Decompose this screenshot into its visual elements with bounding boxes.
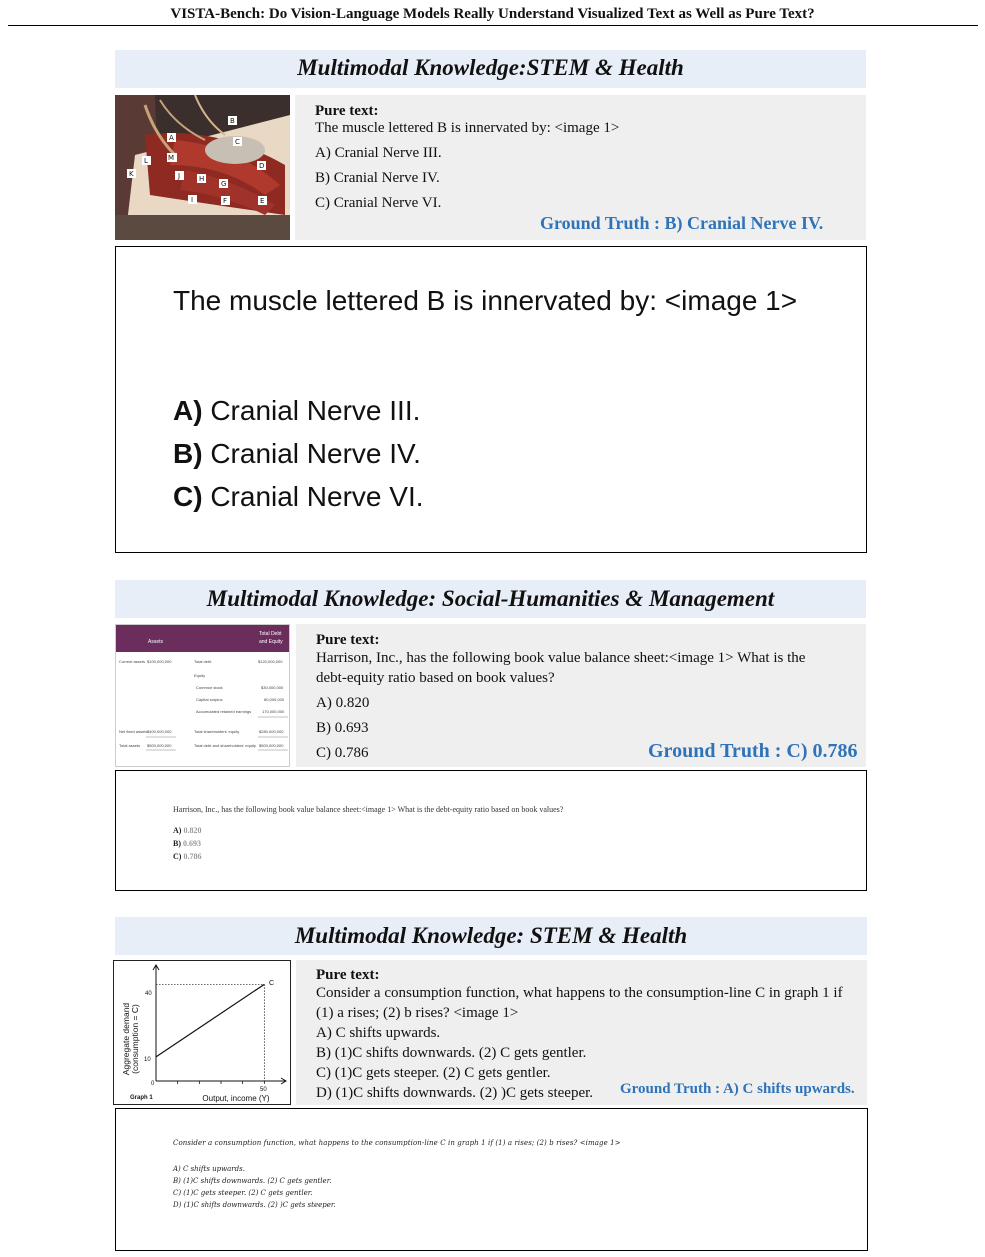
pure-text-label: Pure text: bbox=[315, 103, 379, 119]
svg-text:Common stock: Common stock bbox=[196, 685, 223, 690]
pure-text-question: The muscle lettered B is innervated by: <image 1> bbox=[315, 120, 620, 136]
ground-truth-3: Ground Truth : A) C shifts upwards. bbox=[620, 1081, 855, 1097]
label-F: F bbox=[223, 197, 228, 205]
svg-text:Total Debt: Total Debt bbox=[259, 631, 282, 637]
label-D: D bbox=[259, 162, 265, 170]
pure-text-option-d: D) (1)C shifts downwards. (2) )C gets steeper. bbox=[316, 1085, 594, 1101]
y-tick-40: 40 bbox=[145, 991, 152, 997]
svg-text:$500,000,000: $500,000,000 bbox=[259, 743, 284, 748]
svg-text:$280,000,000: $280,000,000 bbox=[259, 729, 284, 734]
label-L: L bbox=[144, 157, 148, 165]
label-A: A bbox=[169, 134, 174, 142]
render-option-a: A) 0.820 bbox=[173, 826, 202, 835]
pure-text-option-a: A) 0.820 bbox=[316, 695, 370, 711]
pure-text-option-b: B) Cranial Nerve IV. bbox=[315, 170, 440, 186]
svg-text:Total assets: Total assets bbox=[119, 743, 141, 748]
svg-text:Net fixed assets: Net fixed assets bbox=[119, 729, 148, 734]
label-I: I bbox=[191, 196, 194, 204]
anatomy-image bbox=[115, 95, 290, 240]
pure-text-option-b: B) (1)C shifts downwards. (2) C gets gentler. bbox=[316, 1045, 587, 1061]
label-K: K bbox=[129, 170, 134, 178]
render-option-c: C) Cranial Nerve VI. bbox=[173, 481, 424, 512]
render-option-b: B) 0.693 bbox=[173, 839, 201, 848]
pure-text-option-c: C) 0.786 bbox=[316, 745, 369, 761]
render-question: Harrison, Inc., has the following book value balance sheet:<image 1> What is the debt-equity ratio based on book values? bbox=[173, 805, 564, 814]
label-G: G bbox=[221, 180, 227, 188]
label-H: H bbox=[199, 175, 205, 183]
x-tick-50: 50 bbox=[260, 1087, 267, 1093]
svg-text:170,000,000: 170,000,000 bbox=[262, 709, 285, 714]
section-2-title: Multimodal Knowledge: Social-Humanities & Management bbox=[115, 580, 866, 618]
pure-text-question: Harrison, Inc., has the following book value balance sheet:<image 1> What is the debt-equity ratio based on book values? bbox=[316, 650, 806, 686]
render-option-b: B) Cranial Nerve IV. bbox=[173, 438, 421, 469]
pure-text-option-c: C) Cranial Nerve VI. bbox=[315, 195, 442, 211]
render-question: Consider a consumption function, what happens to the consumption-line C in graph 1 if (1) a rises; (2) b rises? <image 1> bbox=[173, 1139, 621, 1147]
svg-text:$30,000,000: $30,000,000 bbox=[261, 685, 284, 690]
visualized-text-render-2 bbox=[115, 770, 867, 891]
pure-text-label: Pure text: bbox=[316, 967, 380, 983]
svg-text:Total debt and shareholders' e: Total debt and shareholders' equity bbox=[194, 743, 256, 748]
svg-text:$120,000,000: $120,000,000 bbox=[258, 659, 283, 664]
render-option-d: D) (1)C shifts downwards. (2) )C gets steeper. bbox=[173, 1201, 336, 1209]
svg-text:Total shareholders' equity: Total shareholders' equity bbox=[194, 729, 240, 734]
y-tick-10: 10 bbox=[144, 1057, 151, 1063]
render-option-a: A) C shifts upwards. bbox=[173, 1165, 245, 1173]
header-rule bbox=[8, 25, 978, 26]
graph-caption: Graph 1 bbox=[130, 1095, 153, 1101]
label-J: J bbox=[178, 172, 181, 180]
pure-text-question: Consider a consumption function, what happens to the consumption-line C in graph 1 if (1) a rises; (2) b rises? <image 1> bbox=[316, 985, 843, 1021]
svg-text:$100,000,000: $100,000,000 bbox=[147, 659, 172, 664]
label-E: E bbox=[260, 197, 265, 205]
ground-truth-2: Ground Truth : C) 0.786 bbox=[648, 740, 858, 762]
pure-text-option-c: C) (1)C gets steeper. (2) C gets gentler. bbox=[316, 1065, 551, 1081]
y-axis-label-line1: Aggregate demand bbox=[121, 1002, 131, 1076]
consumption-graph-image bbox=[113, 960, 291, 1105]
label-B: B bbox=[230, 117, 235, 125]
pure-text-option-a: A) C shifts upwards. bbox=[316, 1025, 441, 1041]
svg-text:$400,000,000: $400,000,000 bbox=[147, 729, 172, 734]
svg-text:Equity: Equity bbox=[194, 673, 206, 678]
line-label-c: C bbox=[269, 980, 275, 987]
y-tick-0: 0 bbox=[151, 1081, 155, 1087]
balance-sheet-image bbox=[115, 624, 290, 767]
render-option-b: B) (1)C shifts downwards. (2) C gets gentler. bbox=[173, 1177, 332, 1185]
balance-sheet-table bbox=[116, 625, 290, 767]
paper-running-header: VISTA-Bench: Do Vision-Language Models Really Understand Visualized Text as Well as Pure Text? bbox=[170, 6, 815, 22]
section-1-title: Multimodal Knowledge:STEM & Health bbox=[115, 50, 866, 88]
svg-text:Capital surplus: Capital surplus bbox=[196, 697, 223, 702]
ground-truth-1: Ground Truth : B) Cranial Nerve IV. bbox=[540, 213, 824, 233]
eye-muscle-model-illustration bbox=[115, 95, 290, 240]
label-M: M bbox=[168, 154, 175, 162]
render-option-c: C) 0.786 bbox=[173, 852, 202, 861]
svg-text:$500,000,000: $500,000,000 bbox=[147, 743, 172, 748]
y-axis-label-line2: (consumption = C) bbox=[130, 1004, 140, 1074]
svg-text:Accumulated retained earnings: Accumulated retained earnings bbox=[196, 709, 252, 714]
render-option-c: C) (1)C gets steeper. (2) C gets gentler. bbox=[173, 1189, 313, 1197]
section-3-title: Multimodal Knowledge: STEM & Health bbox=[115, 917, 867, 955]
svg-text:and Equity: and Equity bbox=[259, 639, 283, 645]
consumption-line-c bbox=[156, 984, 264, 1057]
svg-text:Total debt: Total debt bbox=[194, 659, 212, 664]
visualized-text-render-3 bbox=[115, 1108, 868, 1251]
visualized-text-render-1 bbox=[115, 246, 867, 553]
pure-text-label: Pure text: bbox=[316, 632, 380, 648]
render-option-a: A) Cranial Nerve III. bbox=[173, 395, 421, 426]
render-question: The muscle lettered B is innervated by: <image 1> bbox=[173, 285, 798, 316]
x-axis-label: Output, income (Y) bbox=[202, 1094, 270, 1103]
label-C: C bbox=[235, 138, 240, 146]
svg-text:Assets: Assets bbox=[148, 639, 164, 645]
svg-text:80,000,000: 80,000,000 bbox=[264, 697, 285, 702]
consumption-function-chart bbox=[114, 961, 290, 1104]
pure-text-option-a: A) Cranial Nerve III. bbox=[315, 145, 442, 161]
svg-text:Current assets: Current assets bbox=[119, 659, 146, 664]
pure-text-option-b: B) 0.693 bbox=[316, 720, 369, 736]
